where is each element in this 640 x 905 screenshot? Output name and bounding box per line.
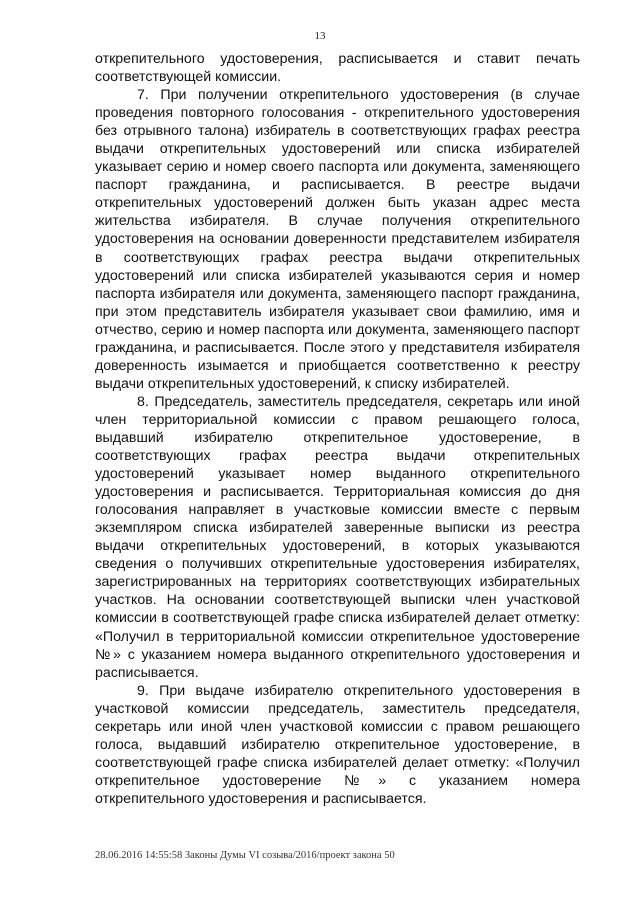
paragraph-item-8: 8. Председатель, заместитель председателя, секретарь или иной член территориальной комиссии с правом решающего голоса, выдавший избирателю открепительное удостоверение, в соответствующих графах реестра выдачи открепительных удостоверений указывает номер выданного открепительного удостоверения и расписывается. Территориальная комиссия до дня голосования направляет в участковые комиссии вместе с первым экземпляром списка избирателей заверенные выписки из реестра выдачи открепительных удостоверений, в которых указываются сведения о получивших открепительные удостоверения избирателях, зарегистрированных на территориях соответствующих избирательных участков. На основании соответствующей выписки член участковой комиссии в соответствующей графе списка избирателей делает отметку: «Получил в территориальной комиссии открепительное удостоверение №» с указанием номера выданного открепительного удостоверения и расписывается.: [95, 393, 580, 681]
paragraph-continuation: открепительного удостоверения, расписывается и ставит печать соответствующей комиссии.: [95, 51, 580, 86]
paragraph-item-7: 7. При получении открепительного удостоверения (в случае проведения повторного голосования - открепительного удостоверения без отрывного талона) избиратель в соответствующих графах реестра выдачи открепительных удостоверений или списка избирателей указывает серию и номер своего паспорта или документа, заменяющего паспорт гражданина, и расписывается. В реестре выдачи открепительных удостоверений должен быть указан адрес места жительства избирателя. В случае получения открепительного удостоверения на основании доверенности представителем избирателя в соответствующих графах реестра выдачи открепительных удостоверений или списка избирателей указываются серия и номер паспорта избирателя или документа, заменяющего паспорт гражданина, при этом представитель избирателя указывает свои фамилию, имя и отчество, серию и номер паспорта или документа, заменяющего паспорт гражданина, и расписывается. После этого у представителя избирателя доверенность изымается и приобщается соответственно к реестру выдачи открепительных удостоверений, к списку избирателей.: [95, 87, 580, 392]
document-footer: 28.06.2016 14:55:58 Законы Думы VI созыва/2016/проект закона 50: [95, 850, 395, 861]
paragraph-item-9: 9. При выдаче избирателю открепительного удостоверения в участковой комиссии председатель, заместитель председателя, секретарь или иной член участковой комиссии с правом решающего голоса, выдавший избирателю открепительное удостоверение, в соответствующей графе списка избирателей делает отметку: «Получил открепительное удостоверение №» с указанием номера открепительного удостоверения и расписывается.: [95, 682, 580, 807]
page-number: 13: [314, 30, 326, 42]
document-body: [95, 50, 580, 808]
